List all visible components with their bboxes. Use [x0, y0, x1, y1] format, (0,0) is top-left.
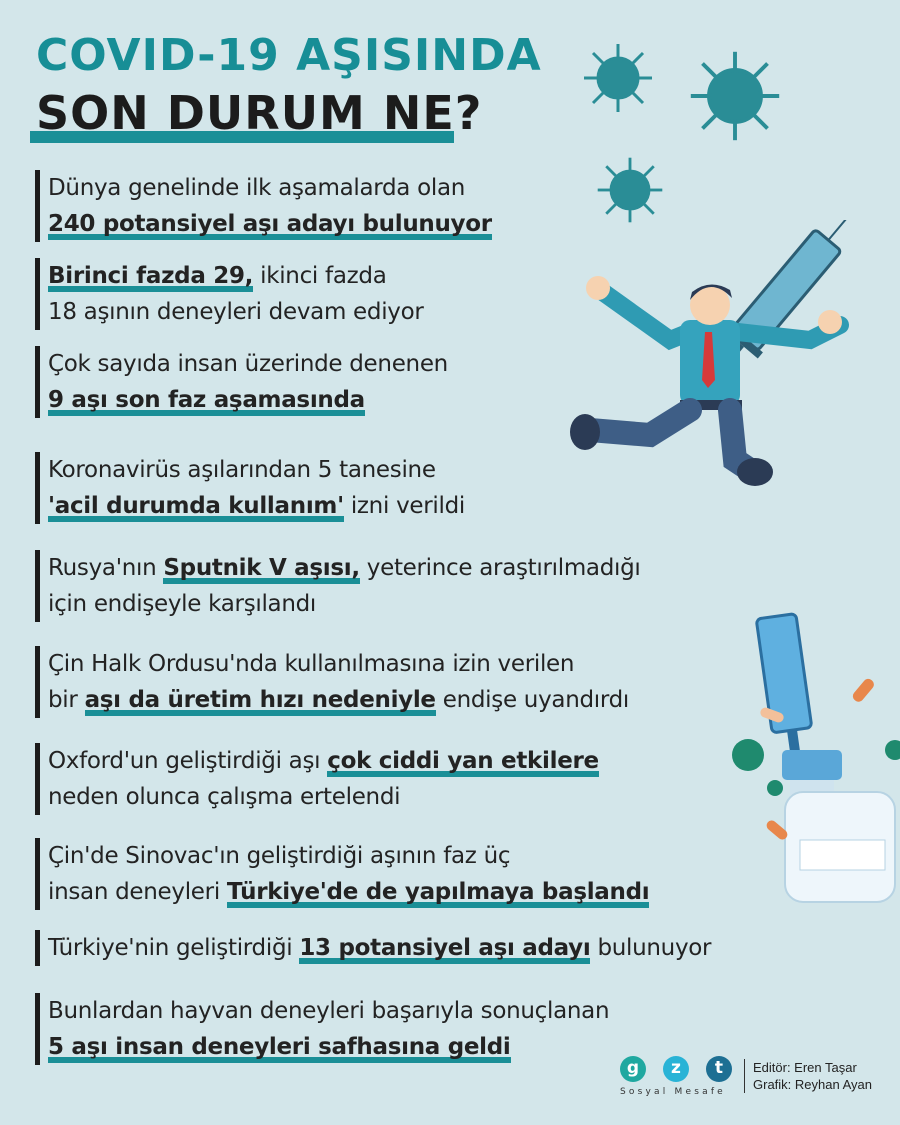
fact-text: Oxford'un geliştirdiği aşı — [48, 748, 328, 774]
fact-line — [48, 488, 465, 524]
highlighted-text: Sputnik V aşısı, — [163, 555, 359, 584]
fact-line — [48, 646, 629, 682]
fact-item — [35, 993, 609, 1065]
virus-icon — [598, 158, 663, 223]
highlighted-text: 'acil durumda kullanım' — [48, 493, 344, 522]
fact-line — [48, 1029, 609, 1065]
highlighted-text: çok ciddi yan etkilere — [327, 748, 599, 777]
fact-item — [35, 258, 424, 330]
fact-line — [48, 930, 711, 966]
fact-item — [35, 452, 465, 524]
fact-text: Çin'de Sinovac'ın geliştirdiği aşının faz üç — [48, 843, 511, 869]
fact-text: 18 aşının deneyleri devam ediyor — [48, 299, 424, 325]
fact-line — [48, 838, 649, 874]
virus-icons — [570, 30, 800, 230]
highlighted-text: 5 aşı insan deneyleri safhasına geldi — [48, 1034, 511, 1063]
highlighted-text: Türkiye'de de yapılmaya başlandı — [227, 879, 649, 908]
fact-line — [48, 258, 424, 294]
fact-item — [35, 170, 492, 242]
credits — [620, 1056, 872, 1097]
logo-letter: t — [706, 1056, 732, 1082]
vaccine-vial-illustration — [720, 600, 900, 920]
virus-icon — [584, 44, 652, 112]
fact-text: Çok sayıda insan üzerinde denenen — [48, 351, 448, 377]
fact-text: yeterince araştırılmadığı — [359, 555, 641, 581]
fact-text: neden olunca çalışma ertelendi — [48, 784, 401, 810]
title-line-1: COVID-19 AŞISINDA — [36, 30, 542, 81]
fact-text: için endişeyle karşılandı — [48, 591, 317, 617]
fact-text: insan deneyleri — [48, 879, 227, 905]
highlighted-text: aşı da üretim hızı nedeniyle — [85, 687, 436, 716]
fact-item — [35, 743, 599, 815]
fact-text: Çin Halk Ordusu'nda kullanılmasına izin verilen — [48, 651, 575, 677]
fact-line — [48, 586, 641, 622]
fact-item — [35, 646, 629, 718]
editor-credit: Editör: Eren Taşar — [753, 1060, 857, 1075]
man-with-syringe-illustration — [560, 220, 900, 510]
fact-text: Rusya'nın — [48, 555, 164, 581]
fact-item — [35, 346, 448, 418]
fact-text: izni verildi — [343, 493, 465, 519]
fact-line — [48, 743, 599, 779]
fact-line — [48, 294, 424, 330]
fact-text: Dünya genelinde ilk aşamalarda olan — [48, 175, 466, 201]
fact-line — [48, 382, 448, 418]
fact-text: Bunlardan hayvan deneyleri başarıyla sonuçlanan — [48, 998, 610, 1024]
logo-letter: z — [663, 1056, 689, 1082]
fact-line — [48, 206, 492, 242]
fact-line — [48, 874, 649, 910]
fact-text: Türkiye'nin geliştirdiği — [48, 935, 300, 961]
fact-text: endişe uyandırdı — [435, 687, 629, 713]
fact-line — [48, 682, 629, 718]
fact-line — [48, 550, 641, 586]
virus-icon — [691, 52, 779, 140]
syringe-icon — [756, 614, 816, 763]
tagline: Sosyal Mesafe — [620, 1087, 726, 1097]
fact-line — [48, 346, 448, 382]
fact-item — [35, 838, 649, 910]
highlighted-text: 13 potansiyel aşı adayı — [299, 935, 590, 964]
fact-text: ikinci fazda — [253, 263, 387, 289]
fact-line — [48, 452, 465, 488]
fact-text: bir — [48, 687, 85, 713]
logo-letter: g — [620, 1056, 646, 1082]
fact-line — [48, 993, 609, 1029]
fact-text: Koronavirüs aşılarından 5 tanesine — [48, 457, 436, 483]
title-line-2: SON DURUM NE? — [36, 86, 483, 140]
highlighted-text: 9 aşı son faz aşamasında — [48, 387, 365, 416]
fact-text: bulunuyor — [590, 935, 712, 961]
highlighted-text: 240 potansiyel aşı adayı bulunuyor — [48, 211, 492, 240]
gzt-logo — [620, 1056, 749, 1082]
fact-item — [35, 550, 641, 622]
fact-line — [48, 170, 492, 206]
fact-line — [48, 779, 599, 815]
fact-item — [35, 930, 711, 966]
highlighted-text: Birinci fazda 29, — [48, 263, 253, 292]
graphic-credit: Grafik: Reyhan Ayan — [753, 1077, 872, 1092]
